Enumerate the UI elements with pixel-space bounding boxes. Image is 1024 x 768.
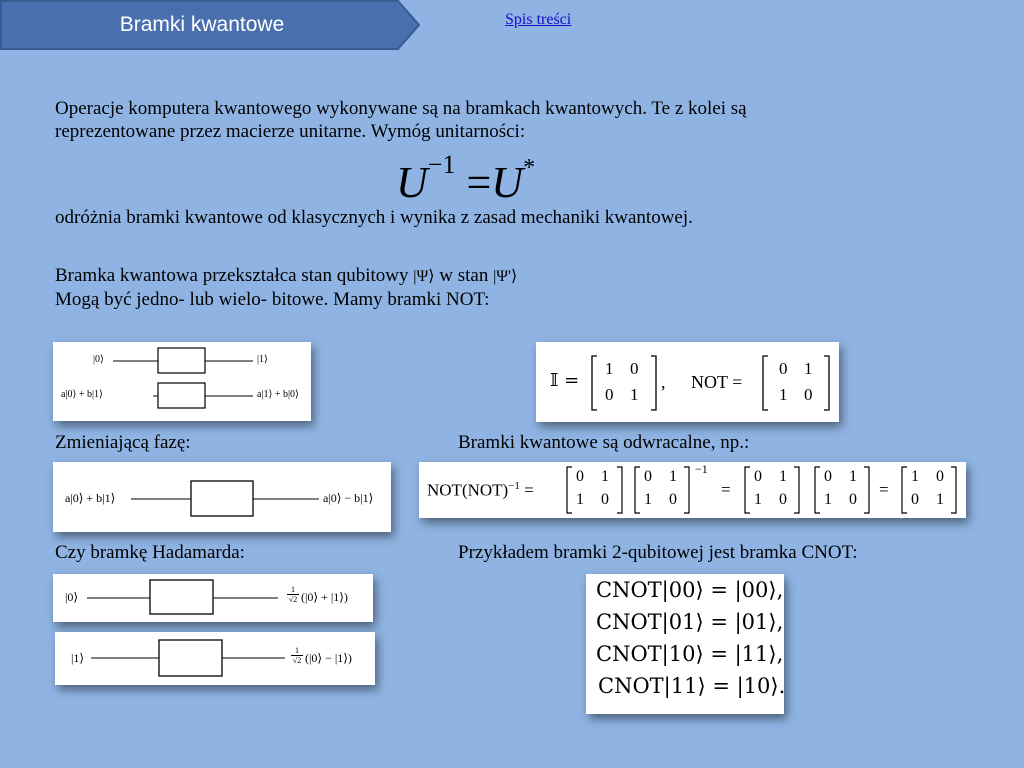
matrix-comma: , xyxy=(661,372,666,392)
title-banner xyxy=(0,0,420,50)
not-d: 0 xyxy=(804,385,813,404)
m3-a: 0 xyxy=(754,468,762,485)
formula-exponent: −1 xyxy=(427,150,456,179)
formula-lhs: U xyxy=(396,158,428,207)
reversible-eq-1: = xyxy=(524,480,534,500)
m5-a: 1 xyxy=(911,468,919,485)
transform-prefix: Bramka kwantowa przekształca stan qubitowy xyxy=(55,265,409,286)
hadamard-card-2 xyxy=(55,632,375,685)
m2-d: 0 xyxy=(669,491,677,508)
state-out: |Ψ'⟩ xyxy=(493,268,518,285)
not-out-2: a|1⟩ + b|0⟩ xyxy=(257,389,299,400)
hadamard-frac-den-1: √2 xyxy=(288,595,298,604)
not-out-1: |1⟩ xyxy=(257,354,268,365)
hadamard-out-2: (|0⟩ − |1⟩) xyxy=(305,651,352,665)
reversible-lhs xyxy=(427,480,534,501)
identity-c: 0 xyxy=(605,385,614,404)
formula-rhs: U xyxy=(491,158,524,207)
hadamard-frac-den-2: √2 xyxy=(292,656,302,665)
formula-equals: = xyxy=(466,158,492,207)
hadamard-in-1: |0⟩ xyxy=(65,590,79,604)
matrices-card xyxy=(536,342,839,422)
identity-label: 𝕀 = xyxy=(550,370,580,391)
cnot-line-1: CNOT|00⟩ = |00⟩, xyxy=(596,578,784,602)
hadamard-card-1 xyxy=(53,574,373,622)
cnot-line-2: CNOT|01⟩ = |01⟩, xyxy=(596,610,784,634)
transform-middle: w stan xyxy=(439,265,489,286)
reversible-lhs-exp: −1 xyxy=(508,480,520,492)
identity-b: 0 xyxy=(630,359,639,378)
phase-in: a|0⟩ + b|1⟩ xyxy=(65,491,116,505)
not-b: 1 xyxy=(804,359,813,378)
cnot-line-3: CNOT|10⟩ = |11⟩, xyxy=(596,642,784,666)
m3-d: 0 xyxy=(779,491,787,508)
hadamard-frac-2 xyxy=(291,646,303,665)
hadamard-in-2: |1⟩ xyxy=(71,651,85,665)
m1-d: 0 xyxy=(601,491,609,508)
not-c: 1 xyxy=(779,385,788,404)
intro-line-1: Operacje komputera kwantowego wykonywane są na bramkach kwantowych. Te z kolei są xyxy=(55,98,747,119)
m3-c: 1 xyxy=(754,491,762,508)
unitarity-formula xyxy=(396,150,535,208)
reversible-card xyxy=(419,462,966,518)
page-title: Bramki kwantowe xyxy=(119,13,285,36)
identity-d: 1 xyxy=(630,385,639,404)
m1-b: 1 xyxy=(601,468,609,485)
cnot-line-4: CNOT|11⟩ = |10⟩. xyxy=(598,674,786,698)
not-circuit-diagram xyxy=(53,342,311,421)
state-in: |Ψ⟩ xyxy=(413,268,435,285)
identity-a: 1 xyxy=(605,359,614,378)
formula-star: * xyxy=(523,155,536,181)
m5-d: 1 xyxy=(936,491,944,508)
phase-caption: Zmieniającą fazę: xyxy=(55,432,191,453)
cnot-card xyxy=(586,574,784,714)
hadamard-caption: Czy bramkę Hadamarda: xyxy=(55,542,245,563)
hadamard-out-1: (|0⟩ + |1⟩) xyxy=(301,590,348,604)
not-label: NOT = xyxy=(691,372,743,392)
m1-a: 0 xyxy=(576,468,584,485)
matrix-brackets xyxy=(536,342,839,422)
m4-a: 0 xyxy=(824,468,832,485)
m5-b: 0 xyxy=(936,468,944,485)
intro-line-3: odróżnia bramki kwantowe od klasycznych i wynika z zasad mechaniki kwantowej. xyxy=(55,207,693,228)
m4-b: 1 xyxy=(849,468,857,485)
table-of-contents-link[interactable]: Spis treści xyxy=(505,11,572,28)
not-circuit-card xyxy=(53,342,311,421)
hadamard-frac-num-1: 1 xyxy=(291,585,295,594)
hadamard-frac-1 xyxy=(287,585,299,604)
reversible-lhs-text: NOT(NOT) xyxy=(427,480,509,500)
not-in-1: |0⟩ xyxy=(93,354,104,365)
transform-line-2: Mogą być jedno- lub wielo- bitowe. Mamy bramki NOT: xyxy=(55,289,490,310)
m3-b: 1 xyxy=(779,468,787,485)
cnot-caption: Przykładem bramki 2-qubitowej jest bramka CNOT: xyxy=(458,542,858,563)
not-a: 0 xyxy=(779,359,788,378)
m1-c: 1 xyxy=(576,491,584,508)
m2-a: 0 xyxy=(644,468,652,485)
m2-exp: −1 xyxy=(695,462,708,476)
hadamard-frac-num-2: 1 xyxy=(295,646,299,655)
m4-d: 0 xyxy=(849,491,857,508)
phase-out: a|0⟩ − b|1⟩ xyxy=(323,491,374,505)
reversible-caption: Bramki kwantowe są odwracalne, np.: xyxy=(458,432,750,453)
m4-c: 1 xyxy=(824,491,832,508)
not-in-2: a|0⟩ + b|1⟩ xyxy=(61,389,103,400)
reversible-eq-3: = xyxy=(879,480,889,499)
reversible-eq-2: = xyxy=(721,480,731,499)
transform-line-1 xyxy=(55,264,517,288)
intro-line-2: reprezentowane przez macierze unitarne. Wymóg unitarności: xyxy=(55,121,526,142)
m2-b: 1 xyxy=(669,468,677,485)
m2-c: 1 xyxy=(644,491,652,508)
phase-circuit-card xyxy=(53,462,391,532)
m5-c: 0 xyxy=(911,491,919,508)
